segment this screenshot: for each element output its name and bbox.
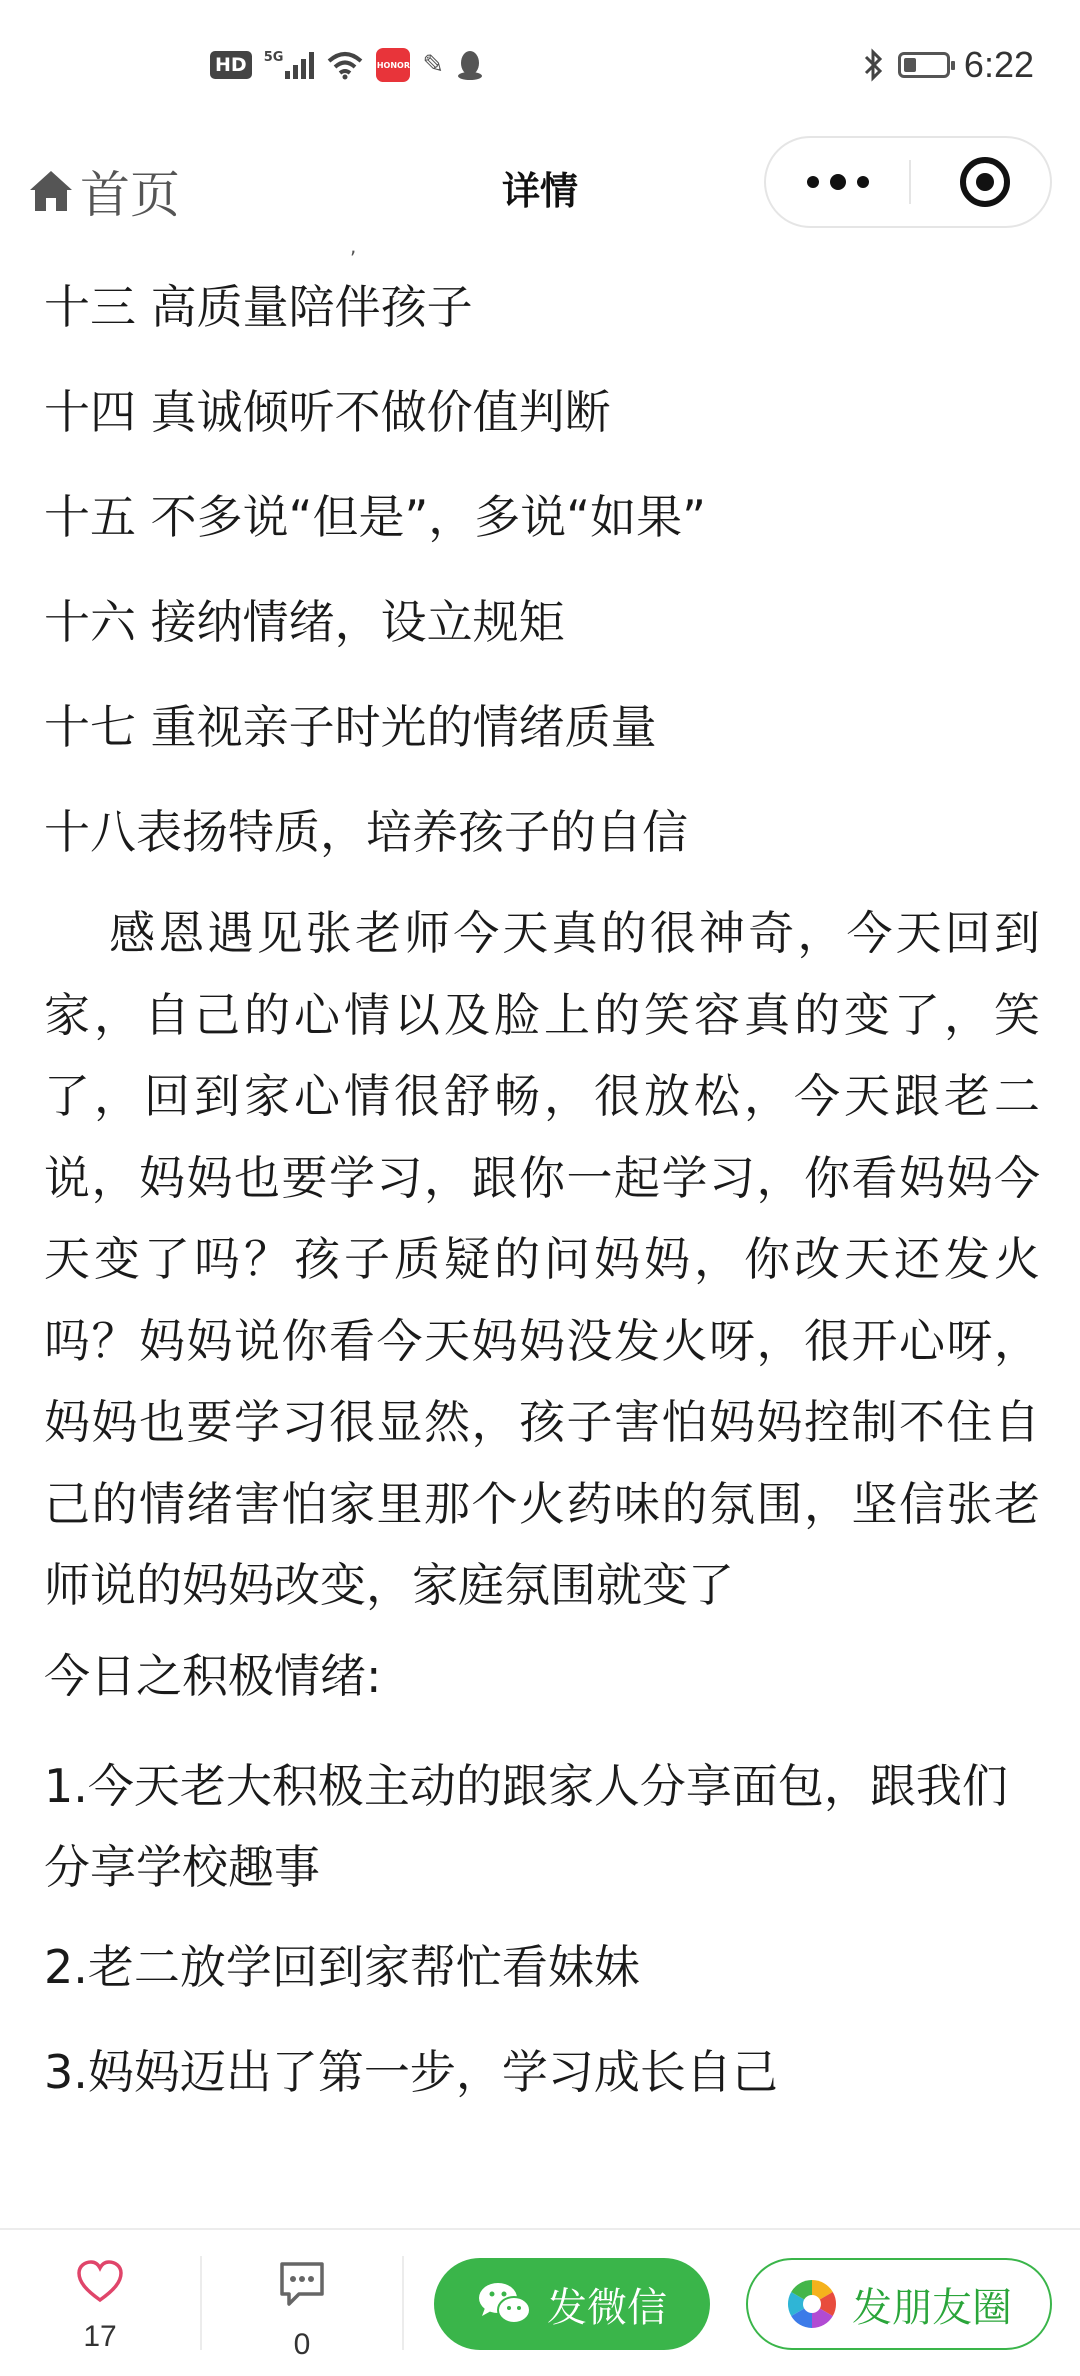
share-wechat-button[interactable] <box>434 2258 710 2350</box>
heart-icon <box>76 2260 124 2304</box>
honor-app-icon: HONOR <box>376 48 410 82</box>
close-mini-program-icon[interactable] <box>960 157 1010 207</box>
partial-text-mark: , <box>350 234 357 258</box>
bottom-action-bar <box>0 2228 1080 2376</box>
list-item: 十五 不多说“但是”，多说“如果” <box>44 490 706 544</box>
article-content <box>44 272 1040 2142</box>
list-item: 2.老二放学回到家帮忙看妹妹 <box>44 1939 640 1994</box>
more-dots-icon <box>807 176 819 188</box>
share-wechat-label: 发微信 <box>547 2284 667 2331</box>
bluetooth-icon <box>862 48 884 82</box>
list-item: 3.妈妈迈出了第一步，学习成长自己 <box>44 2044 778 2099</box>
list-item: 十三 高质量陪伴孩子 <box>44 280 473 334</box>
wechat-icon <box>477 2280 533 2328</box>
status-left <box>210 48 484 82</box>
more-button[interactable] <box>766 138 909 226</box>
nav-bar <box>0 130 1080 250</box>
signal-label: 5G <box>263 50 284 65</box>
list-item: 十七 重视亲子时光的情绪质量 <box>44 700 657 754</box>
comment-button[interactable] <box>202 2230 402 2376</box>
status-right <box>862 44 1034 86</box>
positive-emotions-heading: 今日之积极情绪: <box>44 1648 382 1703</box>
like-button[interactable] <box>0 2230 200 2376</box>
wifi-icon <box>326 50 364 80</box>
status-bar <box>0 0 1080 130</box>
list-item: 十四 真诚倾听不做价值判断 <box>44 385 611 439</box>
battery-icon <box>898 52 950 78</box>
home-label: 首页 <box>80 166 180 224</box>
comment-icon <box>277 2260 327 2308</box>
notification-app-icon: ✎ <box>422 50 445 80</box>
moments-aperture-icon <box>786 2278 838 2330</box>
clock: 6:22 <box>963 44 1034 85</box>
list-item: 十六 接纳情绪，设立规矩 <box>44 595 565 649</box>
share-moments-button[interactable] <box>746 2258 1052 2350</box>
reflection-paragraph: 感恩遇见张老师今天真的很神奇，今天回到家，自己的心情以及脸上的笑容真的变了，笑了，回到家心情很舒畅，很放松，今天跟老二说，妈妈也要学习，跟你一起学习，你看妈妈今天变了吗？孩子质疑的问妈妈，你改天还发火吗？妈妈说你看今天妈妈没发火呀，很开心呀，妈妈也要学习很显然，孩子害怕妈妈控制不住自己的情绪害怕家里那个火药味的氛围，坚信张老师说的妈妈改变，家庭氛围就变了 <box>44 906 1040 1612</box>
list-item: 十八表扬特质，培养孩子的自信 <box>44 805 688 859</box>
hd-badge: HD <box>210 51 252 79</box>
signal-5g-icon <box>264 51 315 79</box>
list-item: 1.今天老大积极主动的跟家人分享面包，跟我们分享学校趣事 <box>44 1758 1008 1894</box>
comment-count: 0 <box>293 2328 311 2361</box>
mini-program-capsule <box>764 136 1052 228</box>
qq-penguin-icon <box>456 49 484 81</box>
like-count: 17 <box>83 2320 117 2353</box>
page-title: 详情 <box>501 169 578 213</box>
share-moments-label: 发朋友圈 <box>852 2284 1012 2331</box>
